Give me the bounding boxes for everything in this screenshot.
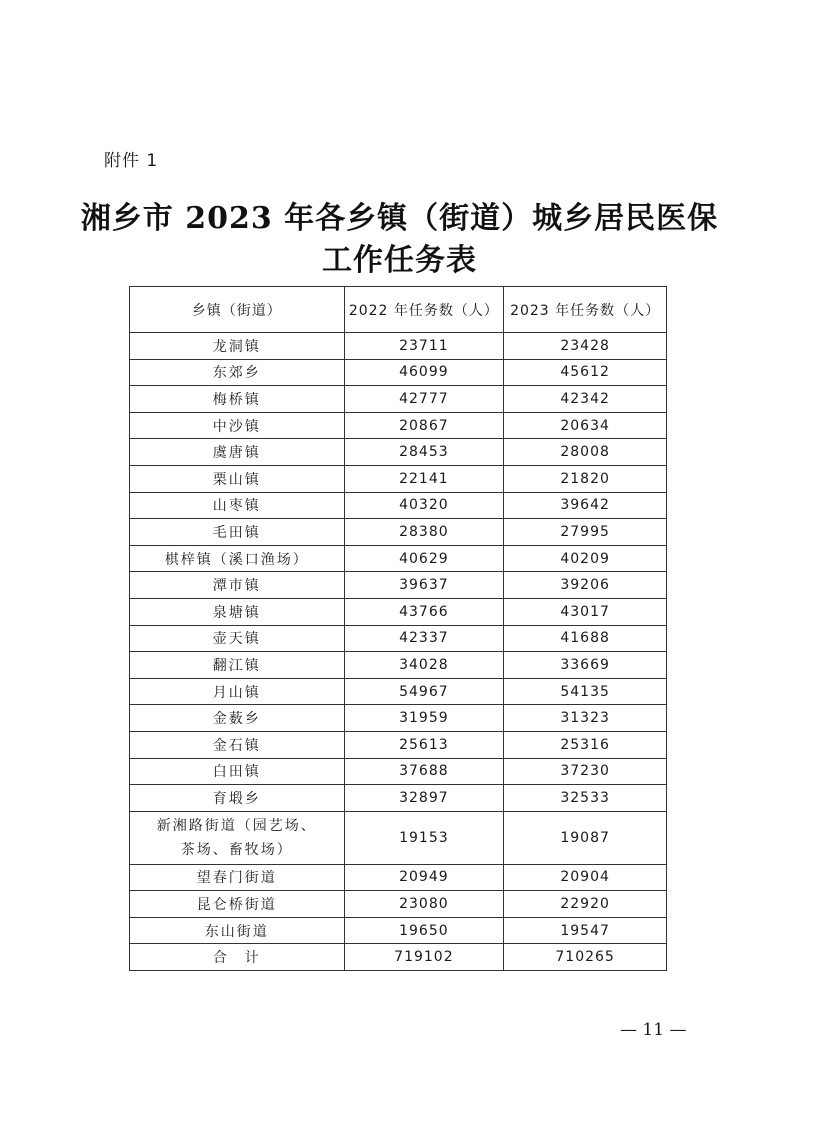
table-header-row (130, 287, 667, 333)
cell-2023: 710265 (504, 944, 667, 971)
table-row (130, 625, 667, 652)
cell-town: 月山镇 (130, 678, 345, 705)
cell-2022: 31959 (344, 705, 504, 732)
cell-2022: 23711 (344, 333, 504, 360)
cell-2023: 27995 (504, 519, 667, 546)
cell-town: 泉塘镇 (130, 598, 345, 625)
cell-2022: 40320 (344, 492, 504, 519)
cell-town: 壶天镇 (130, 625, 345, 652)
cell-2023: 21820 (504, 465, 667, 492)
cell-2022: 20949 (344, 864, 504, 891)
table-body (130, 333, 667, 971)
cell-town (130, 811, 345, 864)
document-title-line1: 湘乡市 2023 年各乡镇（街道）城乡居民医保 (80, 201, 719, 236)
cell-2022: 40629 (344, 545, 504, 572)
cell-2023: 23428 (504, 333, 667, 360)
cell-2022: 23080 (344, 891, 504, 918)
cell-2023: 20904 (504, 864, 667, 891)
cell-2023: 41688 (504, 625, 667, 652)
table-row (130, 864, 667, 891)
cell-2023: 43017 (504, 598, 667, 625)
table-row (130, 785, 667, 812)
cell-town: 毛田镇 (130, 519, 345, 546)
cell-2022: 19153 (344, 811, 504, 864)
cell-town: 育塅乡 (130, 785, 345, 812)
cell-2022: 42337 (344, 625, 504, 652)
cell-town: 山枣镇 (130, 492, 345, 519)
cell-town: 龙洞镇 (130, 333, 345, 360)
cell-2022: 28453 (344, 439, 504, 466)
cell-town: 望春门街道 (130, 864, 345, 891)
cell-town: 翻江镇 (130, 652, 345, 679)
cell-2023: 28008 (504, 439, 667, 466)
cell-2022: 42777 (344, 386, 504, 413)
cell-2022: 32897 (344, 785, 504, 812)
cell-town: 虞唐镇 (130, 439, 345, 466)
cell-2022: 20867 (344, 412, 504, 439)
cell-2023: 40209 (504, 545, 667, 572)
cell-2023: 19547 (504, 917, 667, 944)
header-town: 乡镇（街道） (130, 287, 345, 333)
cell-2022: 34028 (344, 652, 504, 679)
table-row (130, 731, 667, 758)
cell-2023: 39642 (504, 492, 667, 519)
cell-2023: 45612 (504, 359, 667, 386)
table-row (130, 519, 667, 546)
header-2022: 2022 年任务数（人） (344, 287, 504, 333)
cell-2023: 42342 (504, 386, 667, 413)
table-row (130, 917, 667, 944)
document-title-line2: 工作任务表 (322, 243, 477, 278)
cell-town: 东郊乡 (130, 359, 345, 386)
cell-2022: 54967 (344, 678, 504, 705)
cell-town-line1: 新湘路街道（园艺场、 (156, 817, 317, 834)
cell-2023: 37230 (504, 758, 667, 785)
cell-town: 合 计 (130, 944, 345, 971)
attachment-label: 附件 1 (104, 151, 159, 171)
table-row (130, 439, 667, 466)
cell-2023: 25316 (504, 731, 667, 758)
table-row (130, 652, 667, 679)
cell-2023: 19087 (504, 811, 667, 864)
cell-town: 金薮乡 (130, 705, 345, 732)
cell-town: 棋梓镇（溪口渔场） (130, 545, 345, 572)
table-row (130, 545, 667, 572)
cell-2022: 719102 (344, 944, 504, 971)
table-row (130, 598, 667, 625)
cell-2023: 22920 (504, 891, 667, 918)
cell-2022: 46099 (344, 359, 504, 386)
cell-2023: 39206 (504, 572, 667, 599)
cell-2023: 31323 (504, 705, 667, 732)
page-number: — 11 — (620, 1020, 687, 1040)
cell-town: 东山街道 (130, 917, 345, 944)
cell-town: 中沙镇 (130, 412, 345, 439)
cell-2022: 25613 (344, 731, 504, 758)
cell-2023: 20634 (504, 412, 667, 439)
table-row (130, 891, 667, 918)
table-row (130, 572, 667, 599)
table-row (130, 412, 667, 439)
table-row (130, 758, 667, 785)
cell-2022: 37688 (344, 758, 504, 785)
table-row (130, 359, 667, 386)
table-row (130, 678, 667, 705)
cell-2022: 22141 (344, 465, 504, 492)
table-row (130, 492, 667, 519)
cell-town: 白田镇 (130, 758, 345, 785)
table-row (130, 811, 667, 864)
cell-2023: 32533 (504, 785, 667, 812)
cell-2022: 19650 (344, 917, 504, 944)
header-2023: 2023 年任务数（人） (504, 287, 667, 333)
cell-2023: 54135 (504, 678, 667, 705)
table-row (130, 705, 667, 732)
cell-town: 昆仑桥街道 (130, 891, 345, 918)
table-row (130, 386, 667, 413)
cell-town: 金石镇 (130, 731, 345, 758)
cell-town: 潭市镇 (130, 572, 345, 599)
cell-2022: 43766 (344, 598, 504, 625)
cell-2022: 39637 (344, 572, 504, 599)
cell-town: 栗山镇 (130, 465, 345, 492)
cell-town: 梅桥镇 (130, 386, 345, 413)
cell-2022: 28380 (344, 519, 504, 546)
task-table (129, 286, 667, 971)
table-row (130, 465, 667, 492)
table-total-row (130, 944, 667, 971)
table-row (130, 333, 667, 360)
cell-2023: 33669 (504, 652, 667, 679)
cell-town-line2: 茶场、畜牧场） (180, 841, 293, 858)
